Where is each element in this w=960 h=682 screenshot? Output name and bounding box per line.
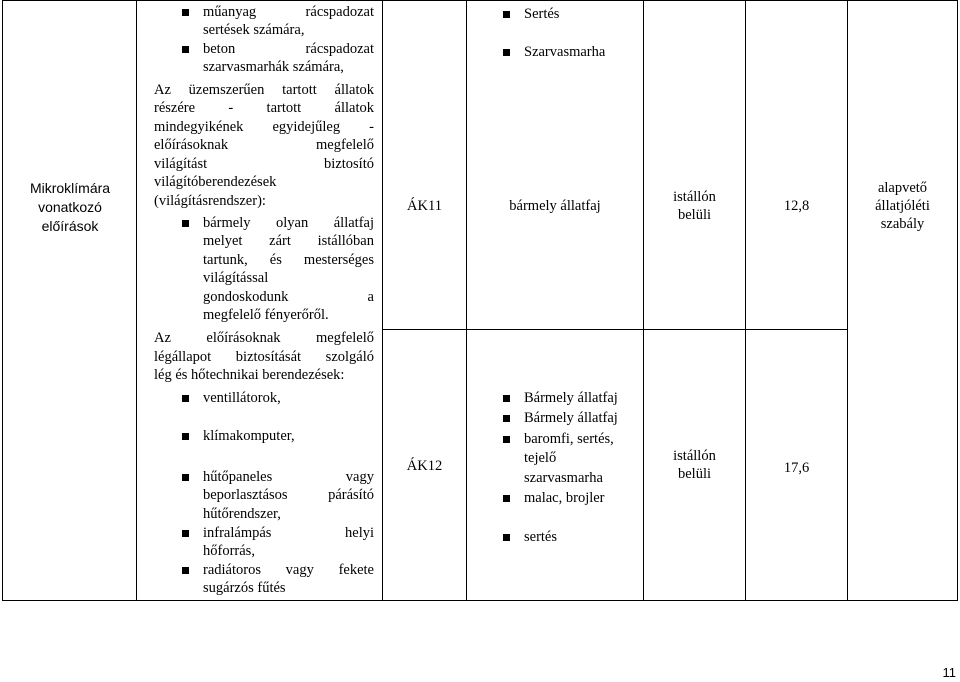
bullet-icon [182,46,189,53]
cell-code-1 [382,0,467,330]
rule-type-label: alapvető állatjóléti szabály [875,180,930,233]
bullet-icon [182,530,189,537]
bullet-icon [503,395,510,402]
cell-location-1 [643,0,746,330]
bullet-icon [503,415,510,422]
bullet-icon [503,11,510,18]
score-2: 17,6 [783,460,810,476]
bullet-icon [503,495,510,502]
location-1: istállón belüli [673,189,716,224]
bullet-icon [182,220,189,227]
score-1: 12,8 [783,198,810,214]
location-2: istállón belüli [673,448,716,483]
bullet-icon [182,567,189,574]
bullet-icon [182,433,189,440]
bullet-icon [503,436,510,443]
bullet-icon [182,395,189,402]
bullet-icon [182,474,189,481]
page-number: 11 [942,665,956,680]
category-label: Mikroklímára vonatkozó előírások [29,180,111,234]
bullet-icon [182,9,189,16]
cell-score-1 [745,0,848,330]
bullet-icon [503,49,510,56]
code-1: ÁK11 [407,198,442,214]
cell-category [2,0,137,601]
bullet-icon [503,534,510,541]
species-row1: bármely állatfaj [509,198,601,214]
cell-rule-type [847,0,958,601]
code-2: ÁK12 [406,458,443,474]
